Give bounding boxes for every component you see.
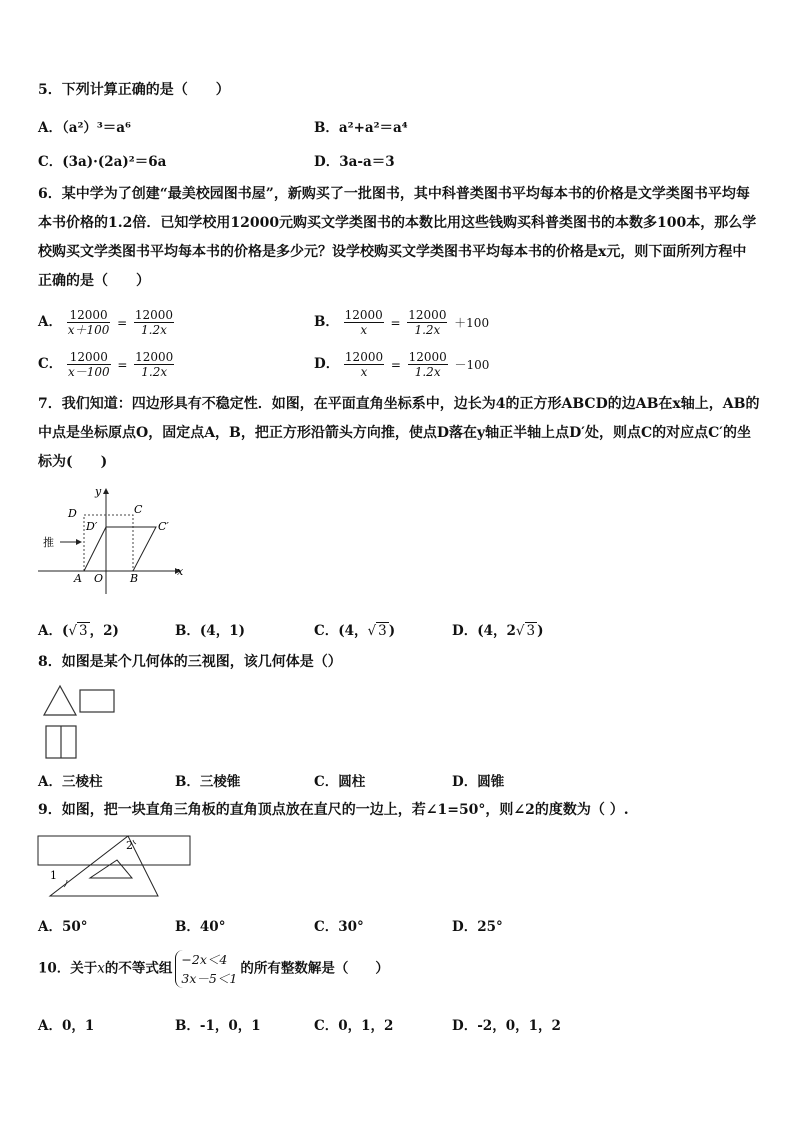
tail-term: ＋100 [454, 316, 490, 330]
angle-2-label: 2 [126, 839, 133, 852]
angle-2-arc [133, 840, 136, 844]
q7-option-a[interactable]: A．(√ 3 ，2) [38, 623, 119, 639]
q5-option-d[interactable]: D．3a-a＝3 [314, 154, 395, 170]
q10-option-c[interactable]: C．0，1，2 [314, 1018, 394, 1034]
parallelogram-figure [36, 482, 188, 600]
front-view-triangle [44, 686, 76, 715]
angle-1-label: 1 [50, 869, 57, 882]
pushed-parallelogram [84, 527, 156, 571]
y-axis-arrow [103, 488, 109, 494]
fraction-left: $\frac{12000}{x-100}$ [67, 350, 110, 379]
fraction-left: $\frac{12000}{x}$ [344, 350, 384, 379]
side-view-rectangle [80, 690, 114, 712]
tail-term: －100 [454, 358, 490, 372]
question-10-stem: 10．关于x的不等式组 −2x＜4 3x－5＜1 的所有整数解是（ ） [38, 952, 389, 986]
q8-option-d[interactable]: D．圆锥 [452, 774, 505, 790]
q8-option-c[interactable]: C．圆柱 [314, 774, 366, 790]
set-square-outer [50, 836, 158, 896]
q8-option-b[interactable]: B．三棱锥 [175, 774, 241, 790]
q9-option-d[interactable]: D．25° [452, 919, 503, 935]
option-label: D． [314, 356, 340, 372]
q9-option-c[interactable]: C．30° [314, 919, 364, 935]
point-b-label: B [130, 572, 139, 585]
fraction-right: $\frac{12000}{1.2x}$ [408, 350, 447, 379]
point-d-label: D [68, 507, 77, 520]
q9-option-b[interactable]: B．40° [175, 919, 226, 935]
equals-sign: = [117, 357, 128, 372]
inequality-system: −2x＜4 3x－5＜1 [175, 950, 237, 988]
equals-sign: = [390, 357, 401, 372]
origin-label: O [94, 572, 104, 585]
fraction-left: $\frac{12000}{x}$ [344, 308, 383, 337]
ruler-triangle-figure [36, 832, 196, 902]
push-label: 推 [43, 536, 54, 549]
q9-option-a[interactable]: A．50° [38, 919, 88, 935]
q7-option-b[interactable]: B．(4，1) [175, 623, 245, 639]
equals-sign: = [117, 315, 128, 330]
q10-option-b[interactable]: B．-1，0，1 [175, 1018, 261, 1034]
set-square-inner [90, 860, 132, 878]
q8-option-a[interactable]: A．三棱柱 [38, 774, 103, 790]
question-5-stem: 5．下列计算正确的是（ ） [38, 82, 230, 98]
question-7-stem: 7．我们知道：四边形具有不稳定性．如图，在平面直角坐标系中，边长为4的正方形ABCD的边AB在x轴上，AB的中点是坐标原点O，固定点A，B，把正方形沿箭头方向推，使点D落在y轴正半轴上点D′处，则点C的对应点C′的坐标为( ) [38, 396, 760, 470]
option-label: C． [38, 356, 63, 372]
question-8-stem: 8．如图是某个几何体的三视图，该几何体是（） [38, 654, 342, 670]
sqrt-symbol: √ 3 [68, 623, 88, 639]
q5-option-b[interactable]: B．a²+a²＝a⁴ [314, 120, 408, 136]
fraction-left: $\frac{12000}{x+100}$ [67, 308, 110, 337]
point-a-label: A [74, 572, 82, 585]
three-views-figure [38, 682, 122, 762]
q7-option-d[interactable]: D．(4，2√ 3 ) [452, 623, 544, 639]
push-arrowhead [76, 539, 82, 545]
fraction-right: $\frac{12000}{1.2x}$ [408, 308, 447, 337]
question-6-stem: 6．某中学为了创建“最美校园图书屋”，新购买了一批图书，其中科普类图书平均每本书的价格是文学类图书平均每本书价格的1.2倍．已知学校用12000元购买文学类图书的本数比用这些钱购买科普类图书的本数多100本，那么学校购买文学类图书平均每本书的价格是多少元？设学校购买文学类图书平均每本书的价格是x元，则下面所列方程中正确的是（ ） [38, 186, 757, 289]
sqrt-symbol: √ 3 [515, 623, 536, 639]
q10-option-a[interactable]: A．0，1 [38, 1018, 95, 1034]
sqrt-symbol: √ 3 [367, 623, 387, 639]
q7-option-c[interactable]: C．(4，√ 3 ) [314, 623, 396, 639]
fraction-right: $\frac{12000}{1.2x}$ [135, 350, 174, 379]
q6-option-d[interactable] [314, 350, 491, 379]
point-c-prime-label: C′ [158, 520, 169, 533]
q6-option-a[interactable] [38, 308, 174, 337]
x-axis-label: x [177, 565, 184, 578]
q10-option-d[interactable]: D．-2，0，1，2 [452, 1018, 561, 1034]
point-c-label: C [134, 503, 143, 516]
q5-option-c[interactable]: C．(3a)·(2a)²＝6a [38, 154, 167, 170]
fraction-right: $\frac{12000}{1.2x}$ [134, 308, 174, 337]
q6-option-c[interactable] [38, 350, 174, 379]
ruler [38, 836, 190, 865]
point-d-prime-label: D′ [86, 520, 98, 533]
equals-sign: = [390, 315, 401, 330]
option-label: A． [38, 314, 62, 330]
q5-option-a[interactable]: A．（a²）³＝a⁶ [38, 120, 131, 136]
q6-option-b[interactable] [314, 308, 491, 337]
question-9-stem: 9．如图，把一块直角三角板的直角顶点放在直尺的一边上，若∠1=50°，则∠2的度数为（ ）. [38, 802, 629, 818]
option-label: B． [314, 314, 339, 330]
y-axis-label: y [95, 485, 102, 498]
